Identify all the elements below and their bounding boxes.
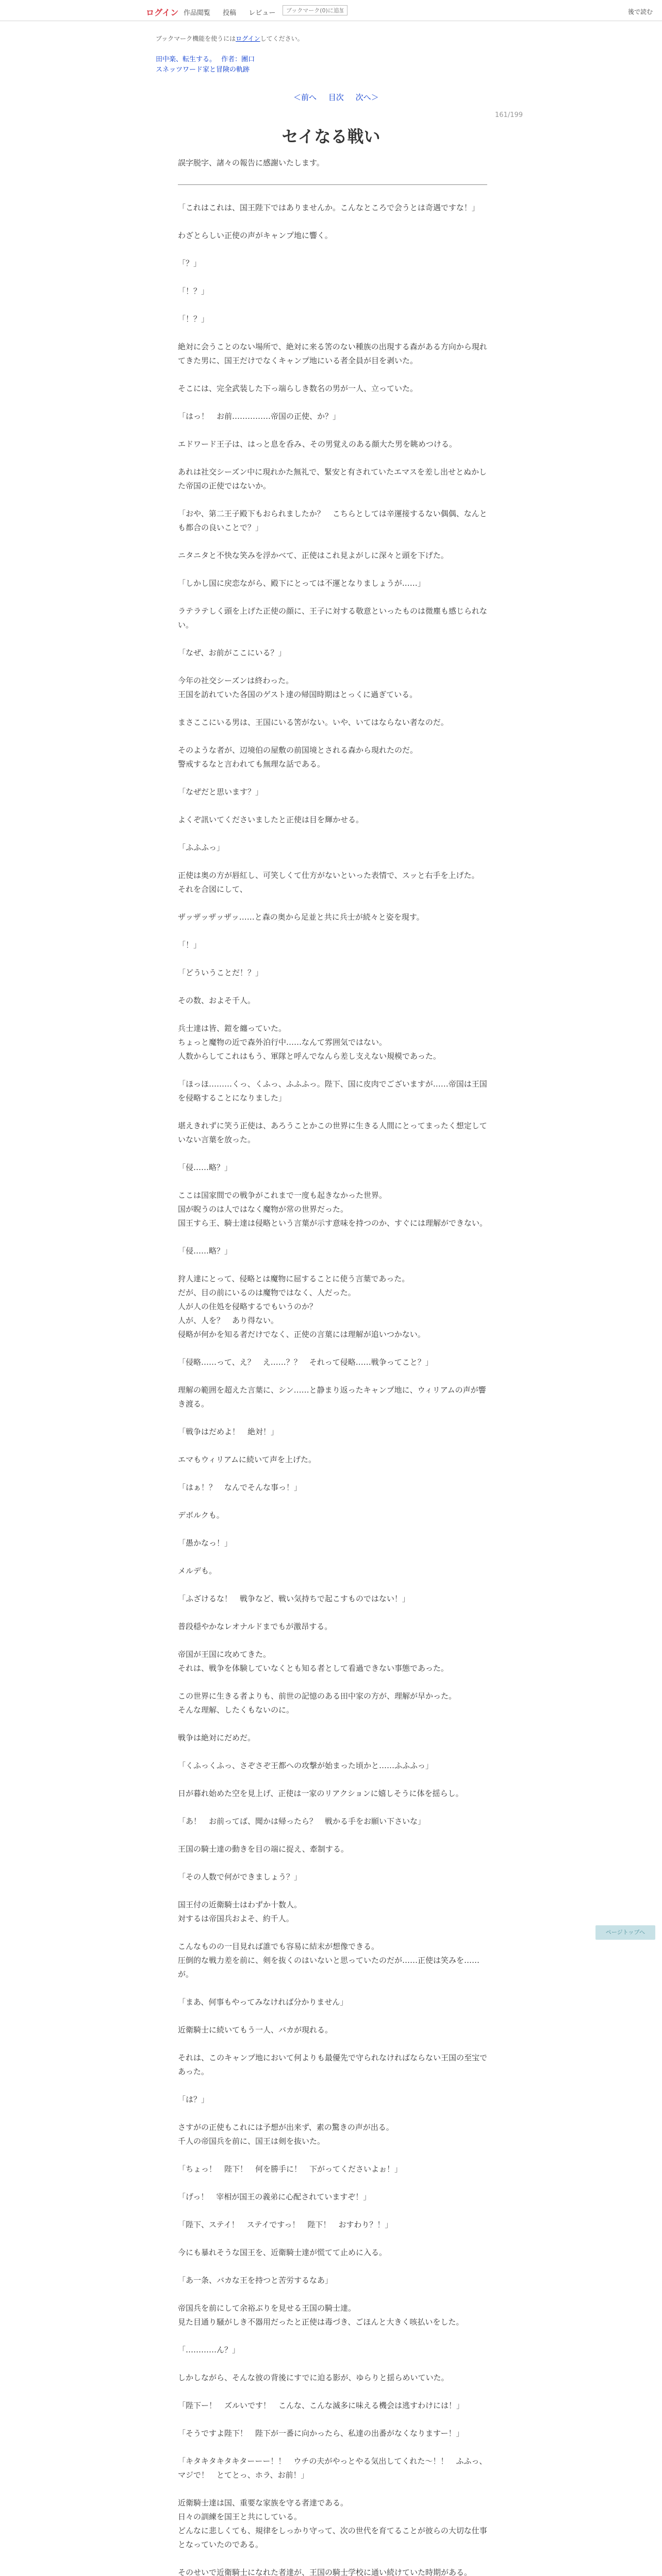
header-nav [184,7,286,17]
preface-divider [178,184,487,185]
work-title-link[interactable]: 田中楽、転生する。 [156,56,217,63]
chapter-title: セイなる戦い [282,127,380,146]
page-top-button[interactable]: ページトップへ [595,1925,655,1940]
site-header [0,0,662,21]
table-of-contents-link[interactable]: 目次 [328,93,344,102]
next-chapter-link[interactable]: 次へ＞ [355,93,379,102]
series-title-link[interactable]: スネッツワード家と冒険の軌跡 [156,66,250,74]
bookmark-notice [156,34,304,43]
notice-login-link[interactable]: ログイン [236,35,260,42]
nav-item-browse[interactable]: 作品閲覧 [184,9,211,17]
chapter-preface: 誤字脱字、諸々の報告に感謝いたします。 [178,158,324,167]
episode-number: 161/199 [495,111,523,119]
author-link[interactable]: 作者：團口 [221,56,255,63]
prev-chapter-link[interactable]: ＜前へ [293,93,317,102]
login-link[interactable]: ログイン [146,8,179,18]
chapter-body: 「これはこれは、国王陛下ではありませんか。こんなところで会うとは奇遇ですな！」 わざとらしい正使の声がキャンプ地に響く。 「？」 「！？」 「！？」 絶対に会うことのない場所で、絶対に来る筈のない種族の出現する森がある方向から現れてきた男に、国王だけでなくキャンプ地にいる者全員が目を剥いた。 そこには、完全武装した下っ端らしき数名の男が一人、立っていた。 「はっ！ お前……………帝国の正使、か？」 エドワード王子は、はっと息を呑み、その男覚えのある顔大た男を眺めつける。 あれは社交シーズン中に現れかた無礼で、緊安と有されていたエマスを差し出せとぬかした帝国の正使ではないか。 「おや、第二王子殿下もおられましたか？ こちらとしては辛運接するない偶偶、なんとも都合の良いことで？」 ニタニタと不快な笑みを浮かべて、正使はこれ見よがしに深々と頭を下げた。 「しかし国に戻恋ながら、殿下にとっては不運となりましょうが……」 ラテラテしく頭を上げた正使の顔に、王子に対する敬意といったものは微塵も感じられない。 「なぜ、お前がここにいる？」 今年の社交シーズンは終わった。 王国を訪れていた各国のゲスト達の帰国時期はとっくに過ぎている。 まさここにいる男は、王国にいる筈がない。いや、いてはならない者なのだ。 そのような者が、辺境伯の屋敷の前国境とされる森から現れたのだ。 警戒するなと言われても無理な話である。 「なぜだと思います？」 よくぞ訊いてくださいましたと正使は目を輝かせる。 「ふふふっ」 正使は奥の方が唇紅し、可笑しくて仕方がないといった表情で、スッと右手を上げた。 それを合図にして、 ザッザッザッザッ……と森の奥から足並と共に兵士が続々と姿を現す。 「！」 「どういうことだ！？」 その数、およそ千人。 兵士達は皆、鎧を纏っていた。 ちょっと魔物の近で森外泊行中……なんて雰囲気ではない。 人数からしてこれはもう、軍隊と呼んでなんら差し支えない規模であった。 「ほっほ………くっ、くふっ、ふふふっ。陛下、国に皮肉でございますが……帝国は王国を侵略することになりました」 堪えきれずに笑う正使は、あろうことかこの世界に生きる人間にとってまったく想定していない言葉を放った。 「侵……略？」 ここは国家間での戦争がこれまで一度も起きなかった世界。 国が睨うのは人ではなく魔物が常の世界だった。 国王すら王、騎士達は侵略という言葉が示す意味を持つのか、すぐには理解ができない。 「侵……略？」 狩人達にとって、侵略とは魔物に屈することに使う言葉であった。 だが、目の前にいるのは魔物ではなく、人だった。 人が人の住処を侵略するでもいうのか？ 人が、人を？ あり得ない。 侵略が何かを知る者だけでなく、正使の言葉には理解が追いつかない。 「侵略……って、え？ え……？？ それって侵略……戦争ってこと？」 理解の範囲を超えた言葉に、シン……と静まり返ったキャンプ地に、ウィリアムの声が響き渡る。 「戦争はだめよ！ 絶対！」 エマもウィリアムに続いて声を上げた。 「はぁ！？ なんでそんな事っ！」 デボルクも。 「愚かなっ！」 メルデも。 「ふざけるな！ 戦争など、戦い気持ちで起こすものではない！」 普段穏やかなレオナルドまでもが激昂する。 帝国が王国に攻めてきた。 それは、戦争を体験していなくとも知る者として看過できない事態であった。 この世界に生きる者よりも、前世の記憶のある田中家の方が、理解が早かった。 そんな理解、したくもないのに。 戦争は絶対にだめだ。 「くふっくふっ、さぞさぞ王都への攻撃が始まった頃かと……ふふふっ」 日が暮れ始めた空を見上げ、正使は一家のリアクションに嬉しそうに体を揺らし。 「あ！ お前ってば、聞かは帰ったら？ 戦かる手をお願い下さいな」 王国の騎士達の動きを目の端に捉え、牽制する。 「その人数で何ができましょう？」 国王付の近衛騎士はわずか十数人。 対するは帝国兵およそ、約千人。 こんなものの一目見れば誰でも容易に結末が想像できる。 圧倒的な戦力差を前に、剣を抜くのはいないと思っていたのだが……正使は笑みを……が。 「まあ、何事もやってみなければ分かりません」 近衛騎士に続いてもう一人、バカが現れる。 それは、このキャンプ地において何よりも最優先で守られなければならない王国の至宝であった。 「は？」 さすがの正使もこれには予想が出来ず、素の驚きの声が出る。 千人の帝国兵を前に、国王は剣を抜いた。 「ちょっ！ 陛下！ 何を勝手に！ 下がってくださいよぉ！」 「げっ！ 宰相が国王の義弟に心配されていますぞ！」 「陛下、ステイ！ ステイですっ！ 陛下！ おすわり？！」 今にも暴れそうな国王を、近衛騎士達が慌てて止めに入る。 「あ一条、バカな王を持つと苦労するなあ」 帝国兵を前にして余裕ぶりを見せる王国の騎士達。 見た目通り騒がしき不器用だったと正使は毒づき、ごほんと大きく咳払いをした。 「…………ん？」 しかしながら、そんな彼の背後にすでに迫る影が、ゆらりと揺らめいていた。 「陛下ー！ ズルいです！ こんな、こんな滅多に味える機会は逃すわけには！」 「そうですよ陛下！ 陛下が一番に向かったら、私達の出番がなくなりますー！」 「キタキタキタキターーー！！ ウチの夫がやっとやる気出してくれた〜！！ ふふっ、マジで！ とてとっ、ホラ、お前！」 近衛騎士達は国、重要な家族を守る者達である。 日々の訓練を国王と共にしている。 どんなに悲しくても、規律をしっかり守って、次の世代を育てることが彼らの大切な仕事となっていたのである。 そのせいで近衛騎士になれた者達が、王国の騎士学校に通い続けていた時期がある。 [178,203,488,2576]
nav-item-post[interactable]: 投稿 [223,9,237,17]
chapter-pager [289,92,384,103]
bookmark-input[interactable] [283,5,347,15]
notice-suffix: してください。 [260,35,304,42]
notice-prefix: ブックマーク機能を使うには [156,35,236,42]
breadcrumb [156,54,258,63]
read-later-link[interactable]: 後で読む [627,8,653,15]
nav-item-review[interactable]: レビュー [249,9,276,17]
